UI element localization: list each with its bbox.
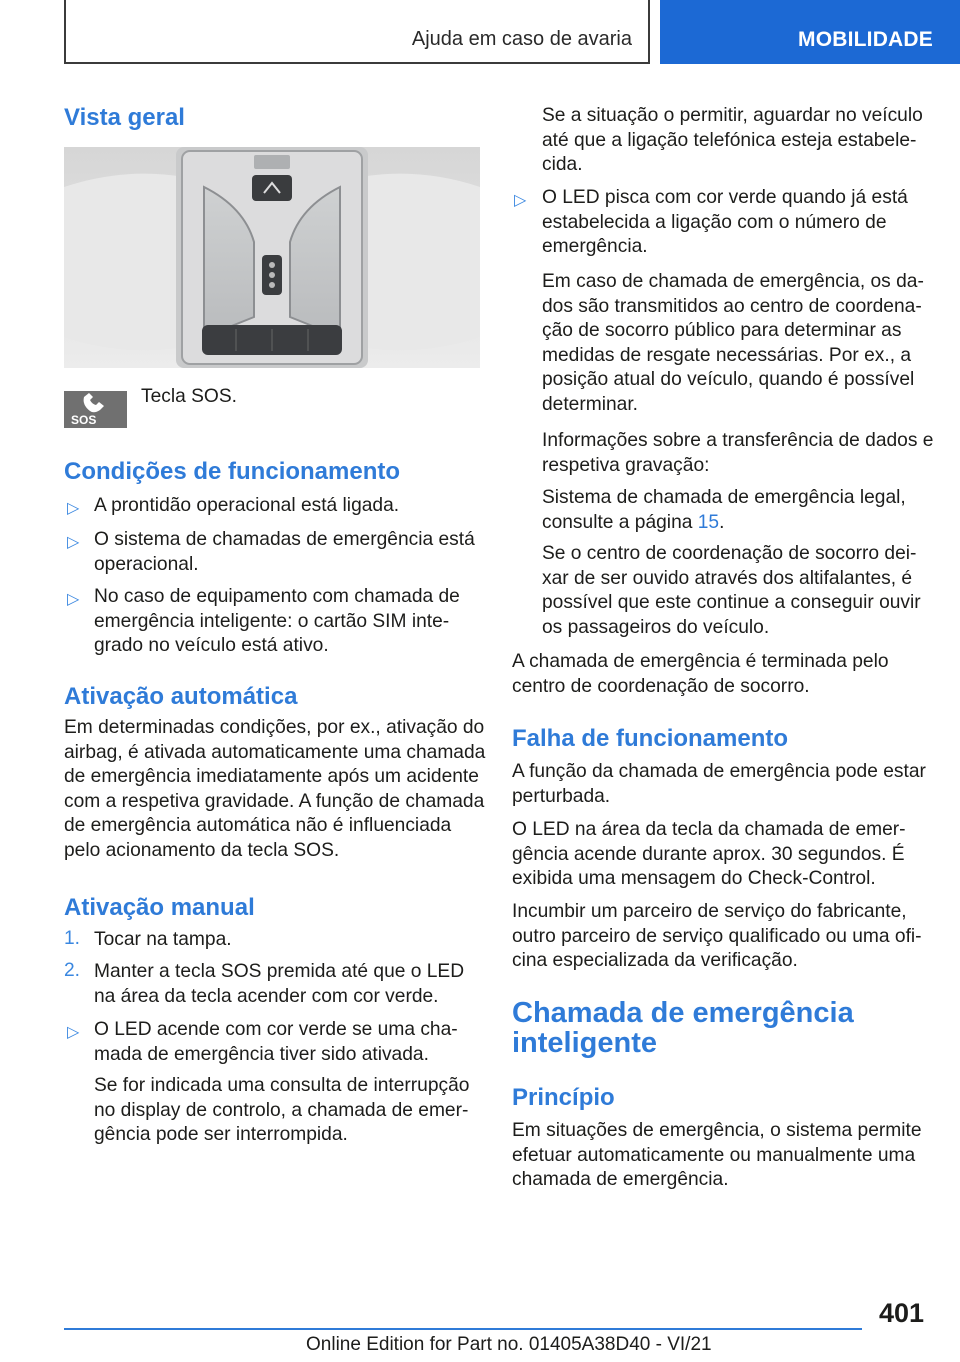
text-line: Manter a tecla SOS premida até que o LED: [94, 961, 465, 982]
call-ended-note: [512, 650, 889, 699]
principle-text: [512, 1119, 922, 1193]
speaker-note: [542, 542, 921, 640]
sos-button-icon: [64, 391, 127, 428]
chapter-tab[interactable]: MOBILIDADE: [660, 0, 960, 64]
heading-automatic-activation: Ativação automática: [64, 683, 298, 710]
malfunction-text-3: [512, 900, 922, 974]
condition-2: [94, 528, 475, 577]
text-line: A função da chamada de emergência pode estar: [512, 761, 926, 782]
text-line: Se o centro de coordenação de socorro dei-: [542, 543, 917, 564]
text-line: exibida uma mensagem do Check-Control.: [512, 868, 876, 889]
heading-line: Chamada de emergência: [512, 997, 854, 1029]
text-line: mada de emergência tiver sido ativada.: [94, 1043, 429, 1065]
legal-system-note: [542, 486, 906, 535]
edition-note: Online Edition for Part no. 01405A38D40 - VI/21: [306, 1334, 712, 1355]
bullet-icon: ▷: [67, 534, 80, 551]
text-line: Sistema de chamada de emergência legal,: [542, 487, 906, 508]
overhead-console-image: [64, 147, 480, 368]
text-line: airbag, é ativada automaticamente uma chamada: [64, 741, 486, 763]
text-line: de emergência automática não é influenciada: [64, 815, 452, 836]
text-line: perturbada.: [512, 785, 611, 807]
malfunction-text-2: [512, 818, 906, 892]
figure-caption: Tecla SOS.: [141, 386, 237, 407]
page-number: 401: [878, 1298, 924, 1328]
bullet-icon: ▷: [514, 192, 527, 209]
bullet-icon: ▷: [67, 1024, 80, 1041]
text-line: O LED na área da tecla da chamada de emer-: [512, 819, 906, 840]
header-frame: [64, 0, 650, 64]
text-line: de emergência imediatamente após um acidente: [64, 766, 479, 787]
step-2: [94, 960, 464, 1009]
text-line: medidas de resgate necessárias. Por ex., a: [542, 344, 912, 366]
heading-principle: Princípio: [512, 1084, 615, 1111]
text-line: possível que este continue a conseguir ouvir: [542, 592, 921, 613]
data-info-note: [542, 429, 933, 478]
text-line: estabelecida a ligação com o número de: [542, 211, 887, 233]
text-line: O sistema de chamadas de emergência está: [94, 529, 475, 550]
text-line: O LED pisca com cor verde quando já está: [542, 187, 908, 208]
text-line: outro parceiro de serviço qualificado ou uma ofi-: [512, 925, 922, 947]
text-line: cina especializada da verificação.: [512, 950, 798, 971]
text-line: Incumbir um parceiro de serviço do fabricante,: [512, 901, 907, 922]
heading-conditions: Condições de funcionamento: [64, 458, 401, 485]
text-line: operacional.: [94, 553, 199, 575]
sos-icon-label: SOS: [71, 413, 97, 427]
text-line: ção de socorro público para determinar as: [542, 320, 902, 341]
text-line: A chamada de emergência é terminada pelo: [512, 651, 889, 672]
text-line: Em caso de chamada de emergência, os da-: [542, 271, 924, 292]
bullet-icon: ▷: [67, 500, 80, 517]
heading-malfunction: Falha de funcionamento: [512, 725, 789, 752]
section-title: Ajuda em caso de avaria: [411, 28, 632, 50]
text-line: emergência inteligente: o cartão SIM inte-: [94, 610, 450, 632]
text-line: Em situações de emergência, o sistema permite: [512, 1120, 922, 1141]
text-line: Informações sobre a transferência de dados e: [542, 430, 934, 451]
text-line: Em determinadas condições, por ex., ativação do: [64, 717, 485, 738]
heading-line: inteligente: [512, 1027, 658, 1059]
text-line: xar de ser ouvido através dos altifalantes, é: [542, 567, 913, 589]
text-line: pelo acionamento da tecla SOS.: [64, 839, 340, 861]
text-line: respetiva gravação:: [542, 454, 710, 476]
text-line: A prontidão operacional está ligada.: [94, 495, 400, 516]
text-line: Se a situação o permitir, aguardar no veículo: [542, 105, 923, 126]
heading-overview: Vista geral: [64, 104, 185, 131]
text-line: No caso de equipamento com chamada de: [94, 586, 460, 607]
step-number: 2.: [64, 960, 81, 981]
text-line: O LED acende com cor verde se uma cha-: [94, 1019, 458, 1040]
text-line: dos são transmitidos ao centro de coordena-: [542, 295, 922, 317]
text-line: centro de coordenação de socorro.: [512, 675, 810, 697]
text-line: posição atual do veículo, quando é possível: [542, 369, 915, 390]
led-blink-note: [542, 186, 908, 260]
text-line: grado no veículo está ativo.: [94, 635, 329, 656]
text-line: com a respetiva gravidade. A função de chamada: [64, 790, 485, 812]
bullet-icon: ▷: [67, 591, 80, 608]
data-transmission-note: [542, 270, 924, 417]
wait-note: [542, 104, 923, 178]
text-line: até que a ligação telefónica esteja estabele-: [542, 129, 917, 151]
text-line: determinar.: [542, 393, 638, 415]
heading-manual-activation: Ativação manual: [64, 894, 255, 921]
reference-prefix: consulte a página: [542, 511, 698, 533]
automatic-activation-text: [64, 716, 485, 863]
text-line: os passageiros do veículo.: [542, 616, 770, 638]
interrupt-note: [94, 1074, 469, 1148]
text-line: Se for indicada uma consulta de interrupção: [94, 1075, 470, 1096]
text-line: efetuar automaticamente ou manualmente uma: [512, 1144, 916, 1166]
text-line: na área da tecla acender com cor verde.: [94, 985, 439, 1007]
reference-suffix: .: [719, 511, 725, 533]
text-line: gência pode ser interrompida.: [94, 1124, 348, 1145]
text-line: [542, 511, 906, 536]
condition-3: [94, 585, 460, 659]
led-green-note: [94, 1018, 458, 1067]
malfunction-text-1: [512, 760, 926, 809]
heading-intelligent-emergency-call: [512, 998, 854, 1058]
condition-1: [94, 494, 399, 519]
step-number: 1.: [64, 928, 81, 949]
text-line: cida.: [542, 154, 583, 175]
text-line: no display de controlo, a chamada de emer-: [94, 1099, 469, 1121]
page-reference-link[interactable]: 15: [697, 511, 720, 533]
text-line: gência acende durante aprox. 30 segundos. É: [512, 843, 905, 865]
footer-divider: [64, 1328, 862, 1330]
text-line: emergência.: [542, 236, 648, 257]
text-line: chamada de emergência.: [512, 1169, 729, 1190]
step-1: [94, 928, 232, 953]
text-line: Tocar na tampa.: [94, 929, 232, 950]
